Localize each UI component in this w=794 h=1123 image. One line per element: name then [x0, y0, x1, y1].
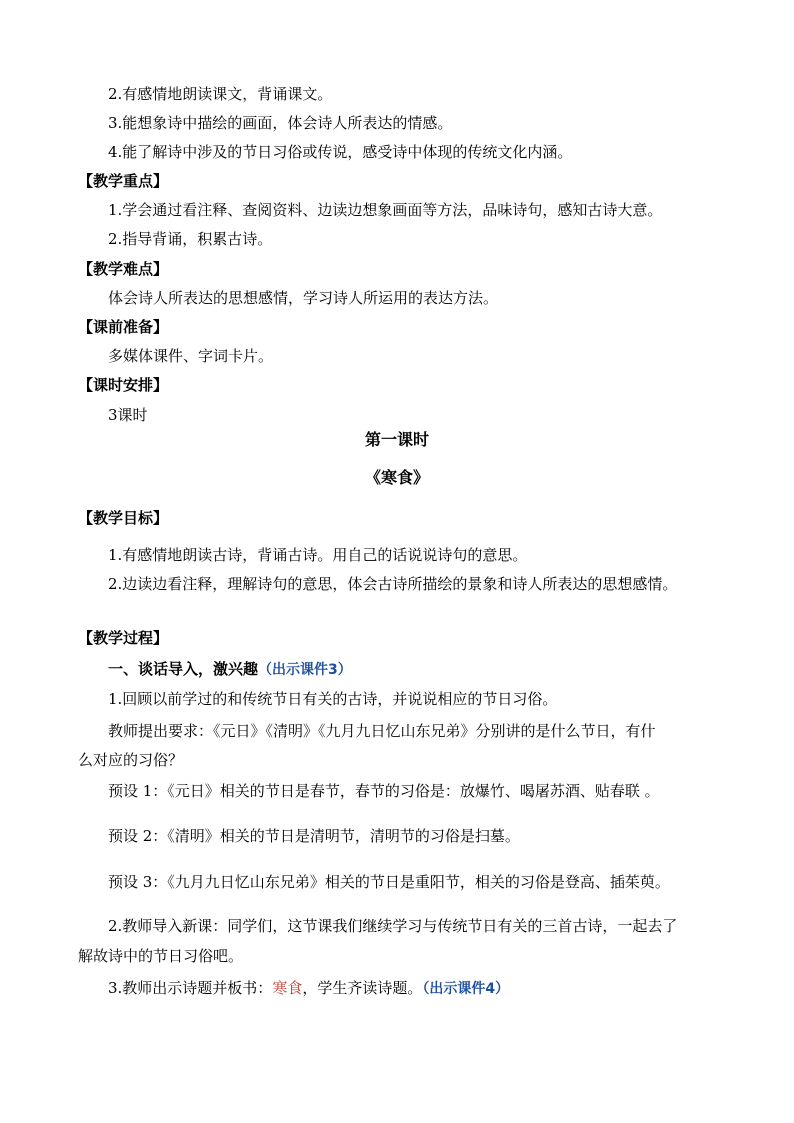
poem-title: 《寒食》 [364, 468, 429, 487]
step-3-prefix: 3.教师出示诗题并板书： [108, 979, 273, 997]
board-title-hanshi: 寒食 [272, 979, 303, 997]
courseware-note-4: （出示课件4） [422, 981, 510, 997]
process-step-2-line-2: 解故诗中的节日习俗吧。 [78, 947, 244, 965]
difficulties-heading: 【教学难点】 [78, 260, 169, 278]
preset-3: 预设 3：《九月九日忆山东兄弟》相关的节日是重阳节，相关的习俗是登高、插茱萸。 [108, 873, 670, 891]
process-step-2-line-1: 2.教师导入新课：同学们，这节课我们继续学习与传统节日有关的三首古诗，一起去了 [108, 917, 678, 935]
step-3-suffix: ，学生齐读诗题。 [302, 979, 423, 997]
key-point-1: 1.学会通过看注释、查阅资料、边读边想象画面等方法，品味诗句，感知古诗大意。 [108, 201, 663, 219]
goal-item-4: 4.能了解诗中涉及的节日习俗或传说，感受诗中体现的传统文化内涵。 [108, 143, 573, 161]
preparation-text: 多媒体课件、字词卡片。 [108, 347, 274, 365]
courseware-note-3: （出示课件3） [258, 662, 352, 678]
schedule-heading: 【课时安排】 [78, 376, 169, 394]
key-point-2: 2.指导背诵，积累古诗。 [108, 230, 273, 248]
goal-item-3: 3.能想象诗中描绘的画面，体会诗人所表达的情感。 [108, 114, 453, 132]
schedule-text: 3课时 [108, 406, 148, 424]
process-step-1: 1.回顾以前学过的和传统节日有关的古诗，并说说相应的节日习俗。 [108, 690, 558, 708]
process-step-3 [78, 978, 716, 999]
section-1-line [78, 659, 716, 680]
objectives-heading: 【教学目标】 [78, 509, 169, 527]
preset-2: 预设 2：《清明》相关的节日是清明节，清明节的习俗是扫墓。 [108, 827, 520, 845]
teacher-request-line-1: 教师提出要求：《元日》《清明》《九月九日忆山东兄弟》分别讲的是什么节日，有什 [108, 722, 656, 740]
objective-2: 2.边读边看注释，理解诗句的意思，体会古诗所描绘的景象和诗人所表达的思想感情。 [108, 575, 678, 593]
objective-1: 1.有感情地朗读古诗，背诵古诗。用自己的话说说诗句的意思。 [108, 546, 528, 564]
teacher-request-line-2: 么对应的习俗？ [78, 751, 184, 769]
preparation-heading: 【课前准备】 [78, 318, 169, 336]
key-points-heading: 【教学重点】 [78, 172, 169, 190]
difficulties-text: 体会诗人所表达的思想感情，学习诗人所运用的表达方法。 [108, 289, 499, 307]
goal-item-2: 2.有感情地朗读课文，背诵课文。 [108, 85, 333, 103]
preset-1: 预设 1：《元日》相关的节日是春节，春节的习俗是：放爆竹、喝屠苏酒、贴春联 。 [108, 782, 660, 800]
lesson-title: 第一课时 [364, 430, 429, 449]
section-1-title: 一、谈话导入，激兴趣 [108, 660, 259, 678]
process-heading: 【教学过程】 [78, 629, 169, 647]
